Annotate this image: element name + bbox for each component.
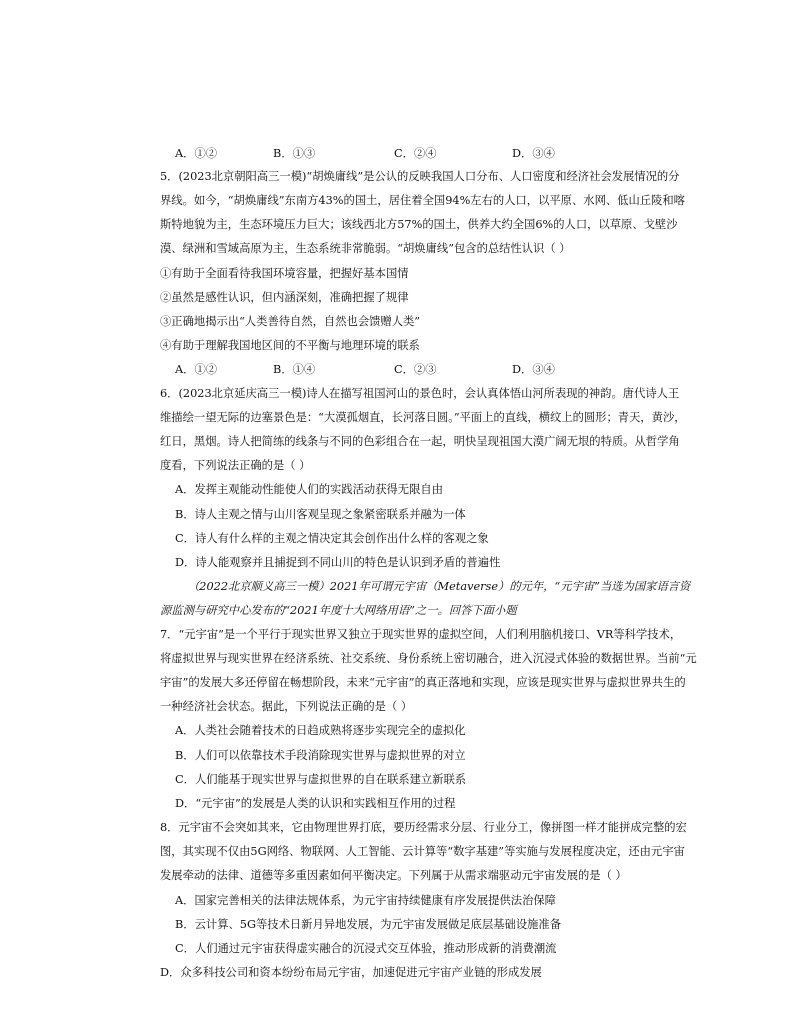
q7-option-c[interactable]: C．人们能基于现实世界与虚拟世界的自在联系建立新联系 [175,773,467,786]
q5-stem-line: 界线。如今，“胡焕庸线”东南方43%的国土，居住着全国94%左右的人口，以平原、水网、低山丘陵和喀 [160,194,685,207]
q7-option-d[interactable]: D．“元宇宙”的发展是人类的认识和实践相互作用的过程 [175,797,456,810]
q7-stem-line: 一种经济社会状态。据此，下列说法正确的是（ ） [160,700,413,713]
q7-stem-line: 宇宙”的发展大多还停留在畅想阶段，未来“元宇宙”的真正落地和实现，应该是现实世界与虚拟世界共生的 [160,676,686,689]
q4-option-d[interactable]: D．③④ [512,147,555,160]
q8-stem-line: 发展牵动的法律、道德等多重因素如何平衡决定。下列属于从需求端驱动元宇宙发展的是（ ） [160,869,627,882]
q8-stem-line: 图，其实现不仅由5G网络、物联网、人工智能、云计算等“数字基建”等实施与发展程度决定，还由元宇宙 [160,845,685,858]
q7-option-a[interactable]: A．人类社会随着技术的日趋成熟将逐步实现完全的虚拟化 [175,724,466,737]
q5-stem-line: 斯特地貌为主，生态环境压力巨大；该线西北方57%的国土，供养大约全国6%的人口，以草原、戈壁沙 [160,218,678,231]
q7-stem-line: 7．“元宇宙”是一个平行于现实世界又独立于现实世界的虚拟空间，人们利用脑机接口、VR等科学技术， [160,628,682,641]
q6-option-b[interactable]: B．诗人主观之情与山川客观呈现之象紧密联系并融为一体 [175,508,466,521]
section-intro-line: （2022北京顺义高三一模）2021年可谓元宇宙（Metaverse）的元年，“元宇宙”当选为国家语言资 [188,580,691,593]
q4-option-c[interactable]: C．②④ [394,147,437,160]
q8-option-d[interactable]: D．众多科技公司和资本纷纷布局元宇宙，加速促进元宇宙产业链的形成发展 [160,966,542,979]
q6-stem-line: 维描绘一望无际的边塞景色是：“大漠孤烟直，长河落日圆。”平面上的直线，横纹上的圆形；青天，黄沙， [160,411,686,424]
section-intro-line: 源监测与研究中心发布的“2021年度十大网络用语”之一。回答下面小题 [160,604,517,617]
q5-statement: ①有助于全面看待我国环境容量，把握好基本国情 [160,267,409,280]
q7-stem-line: 将虚拟世界与现实世界在经济系统、社交系统、身份系统上密切融合，进入沉浸式体验的数据世界。当前“元 [160,652,697,665]
q5-stem-line: 漠、绿洲和雪域高原为主，生态系统非常脆弱。“胡焕庸线”包含的总结性认识（ ） [160,242,571,255]
q8-option-a[interactable]: A．国家完善相关的法律法规体系，为元宇宙持续健康有序发展提供法治保障 [175,894,556,907]
q6-stem-line: 度看，下列说法正确的是（ ） [160,459,311,472]
q6-option-d[interactable]: D．诗人能观察并且捕捉到不同山川的特色是认识到矛盾的普遍性 [175,556,501,569]
q6-option-c[interactable]: C．诗人有什么样的主观之情决定其会创作出什么样的客观之象 [175,532,489,545]
q8-option-b[interactable]: B．云计算、5G等技术日新月异地发展，为元宇宙发展做足底层基础设施准备 [175,918,562,931]
q6-option-a[interactable]: A．发挥主观能动性能使人们的实践活动获得无限自由 [175,483,443,496]
q4-option-a[interactable]: A．①② [175,147,218,160]
q5-option-d[interactable]: D．③④ [512,363,555,376]
q8-stem-line: 8．元宇宙不会突如其来，它由物理世界打底，要历经需求分层、行业分工，像拼图一样才能拼成完整的宏 [160,821,687,834]
q4-options [0,144,794,164]
q8-option-c[interactable]: C．人们通过元宇宙获得虚实融合的沉浸式交互体验，推动形成新的消费潮流 [175,942,557,955]
q4-option-b[interactable]: B．①③ [273,147,316,160]
q6-stem-line: 6．(2023北京延庆高三一模)诗人在描写祖国河山的景色时，会认真体悟山河所表现的神韵。唐代诗人王 [160,387,680,400]
q5-stem-line: 5．(2023北京朝阳高三一模)“胡焕庸线”是公认的反映我国人口分布、人口密度和经济社会发展情况的分 [160,170,680,183]
q5-options [0,360,794,380]
q7-option-b[interactable]: B．人们可以依靠技术手段消除现实世界与虚拟世界的对立 [175,749,466,762]
q6-stem-line: 红日，黑烟。诗人把简练的线条与不同的色彩组合在一起，明快呈现祖国大漠广阔无垠的特质。从哲学角 [160,435,680,448]
q5-statement: ④有助于理解我国地区间的不平衡与地理环境的联系 [160,339,420,352]
q5-statement: ②虽然是感性认识，但内涵深刻，准确把握了规律 [160,291,409,304]
q5-option-a[interactable]: A．①② [175,363,218,376]
q5-statement: ③正确地揭示出“人类善待自然，自然也会馈赠人类” [160,315,421,328]
q5-option-c[interactable]: C．②③ [394,363,437,376]
q5-option-b[interactable]: B．①④ [273,363,316,376]
